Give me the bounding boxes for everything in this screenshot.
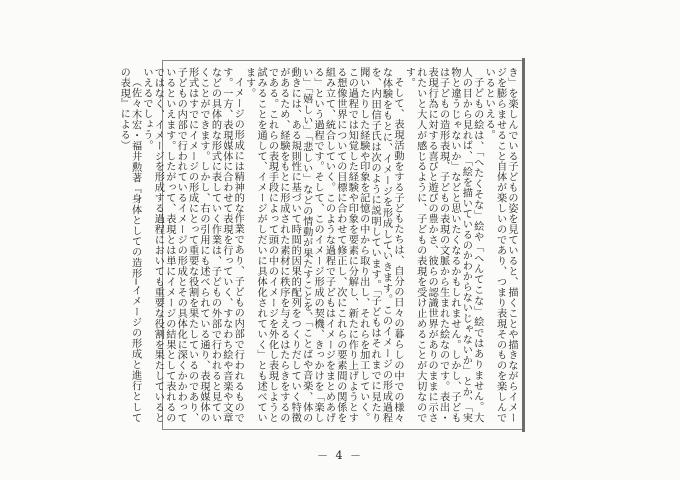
paragraph: イメージの形成には精神的な作業であり、子どもの内部で行われるものです。一方、表現媒体に合わせて表現を行っていく、すなわち絵や音楽や文章などの具体的な形式に表していく作業は、子どもの外部で行われると見ていくことができます。しかし、右の引用にも述べられている通り、表現媒体の形式はすでにイメージの形成にとって重要な役割を果たしているのであり、子どもの内部で行われているイメージの形成とその具体化に深くかかわっているといえます。したがって、表現とは単にイメージの結果として表れるのではなく、イメージを形成する過程においても重要な役割を果たしているといえるでしょう。 <box>141 67 244 423</box>
vertical-text-body <box>118 67 517 423</box>
source-citation: （佐々木宏・福井勲著『身体としての造形─イメージの形成と進行としての表現』による） <box>118 67 141 423</box>
paragraph: そして、表現活動をする子どもたちは、自分の日々の暮らしの中での様々な体験をもとに、イメージを形成していきます。このイメージの形成過程を、内田信子氏は次のように説明しています。「子どもはそれまでに見たり聞いたりした経験や印象を記憶の中から取り出し、それらを加工していく。この過程では知覚した経験や印象を要素に分解し、新たに作り上げようとする想像世界についての目標に合わせて修正し、次にこれらの要素間の関係を組み立て、統合していく。このような過程で子どもはイメージをまとめあげる」という過程です。そして、このイメージ形成の契機、きっかけを「楽しい」「嬉しい」「悲しい」などの情動が果たすことを、「ことばや音楽、体の動きには、ある規則性に基づいて時間的因果的配列をつくりだしていく特徴があるため、経験をもとに形成された素材に秩序を与えるはたらきをするのである。これらの表現手段によって頭の中のイメージを外化し表現しようと試みることを通して、イメージがしだいに具体化されていく」とも述べています。 <box>243 67 403 423</box>
paragraph: 子どもの絵は、「へたくそな」絵や「へんてこな」絵ではありません。大人の目から見れば、「絵を描いているのかわからないじゃないか」とか、「実物と違うじゃないか」などと思いたくなるかもしれません。しかし、子どもは子どもの造形表現、子どもの表現の文脈から生まれた絵なのです。表出・表現行為に対する喜びと遊びの豊かさ、彼らの認識世界がありのままに示されたいと大人が感じるように、子どもの表現を受け止めることが大切なのです。 <box>403 67 483 423</box>
page-number: － 4 － <box>317 449 363 462</box>
text-frame <box>118 60 524 430</box>
paragraph: き」を楽しんでいる子どもの姿を見ていると、描くことや描きながらイメージを膨らませること自体が楽しいのであり、つまり表現そのものを楽しんでいるといえる。 <box>483 67 517 423</box>
binding-edge-line <box>522 58 525 432</box>
